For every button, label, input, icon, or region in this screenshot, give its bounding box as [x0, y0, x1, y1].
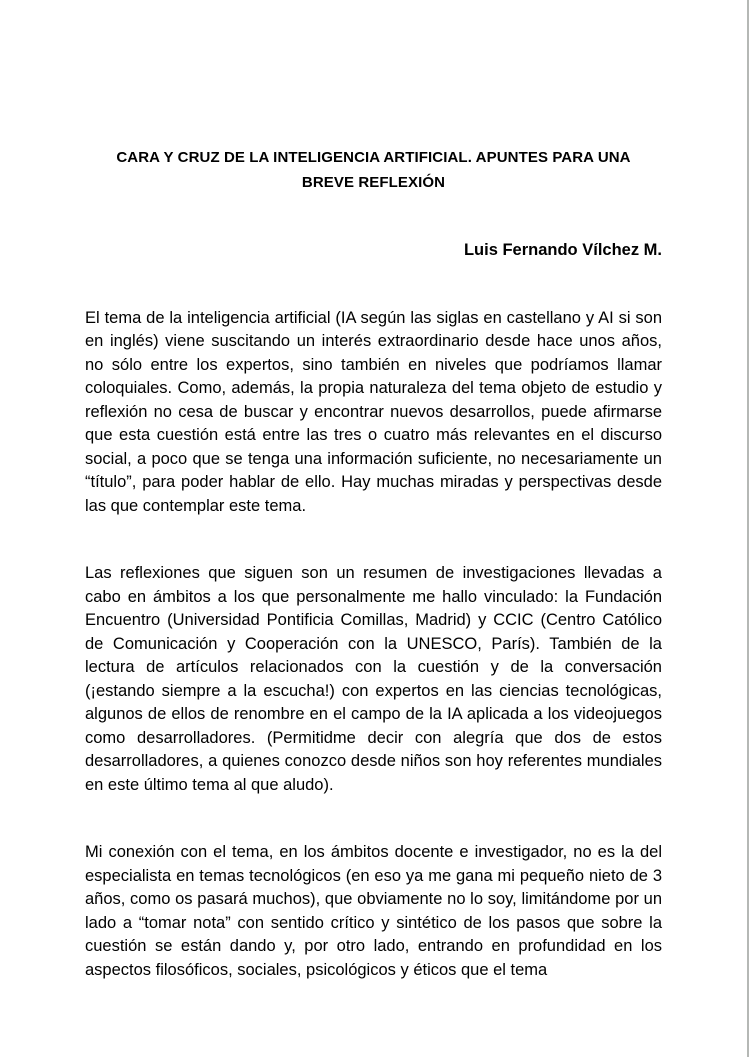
page-edge-line: [747, 0, 749, 1057]
author-byline: Luis Fernando Vílchez M.: [463, 241, 662, 259]
document-title: CARA Y CRUZ DE LA INTELIGENCIA ARTIFICIAL. APUNTES PARA UNA BREVE REFLEXIÓN: [116, 149, 631, 191]
document-body: [85, 307, 662, 983]
body-paragraph: Las reflexiones que siguen son un resumen de investigaciones llevadas a cabo en ámbitos a los que personalmente me hallo vinculado: la Fundación Encuentro (Universidad Pontificia Comillas, Madrid) y CCIC (Centro Católico de Comunicación y Cooperación con la UNESCO, París). También de la lectura de artículos relacionados con la cuestión y de la conversación (¡estando siempre a la escucha!) con expertos en las ciencias tecnológicas, algunos de ellos de renombre en el campo de la IA aplicada a los videojuegos como desarrolladores. (Permitidme decir con alegría que dos de estos desarrolladores, a quienes conozco desde niños son hoy referentes mundiales en este último tema al que aludo).: [85, 564, 662, 794]
body-paragraph: Mi conexión con el tema, en los ámbitos docente e investigador, no es la del especialista en temas tecnológicos (en eso ya me gana mi pequeño nieto de 3 años, como os pasará muchos), que obviamente no lo soy, limitándome por un lado a “tomar nota” con sentido crítico y sintético de los pasos que sobre la cuestión se están dando y, por otro lado, entrando en profundidad en los aspectos filosóficos, sociales, psicológicos y éticos que el tema: [85, 843, 662, 979]
page-content: [85, 0, 662, 982]
body-paragraph: El tema de la inteligencia artificial (IA según las siglas en castellano y AI si son en inglés) viene suscitando un interés extraordinario desde hace unos años, no sólo entre los expertos, sino también en niveles que podríamos llamar coloquiales. Como, además, la propia naturaleza del tema objeto de estudio y reflexión no cesa de buscar y encontrar nuevos desarrollos, puede afirmarse que esta cuestión está entre las tres o cuatro más relevantes en el discurso social, a poco que se tenga una información suficiente, no necesariamente un “título”, para poder hablar de ello. Hay muchas miradas y perspectivas desde las que contemplar este tema.: [85, 308, 662, 515]
